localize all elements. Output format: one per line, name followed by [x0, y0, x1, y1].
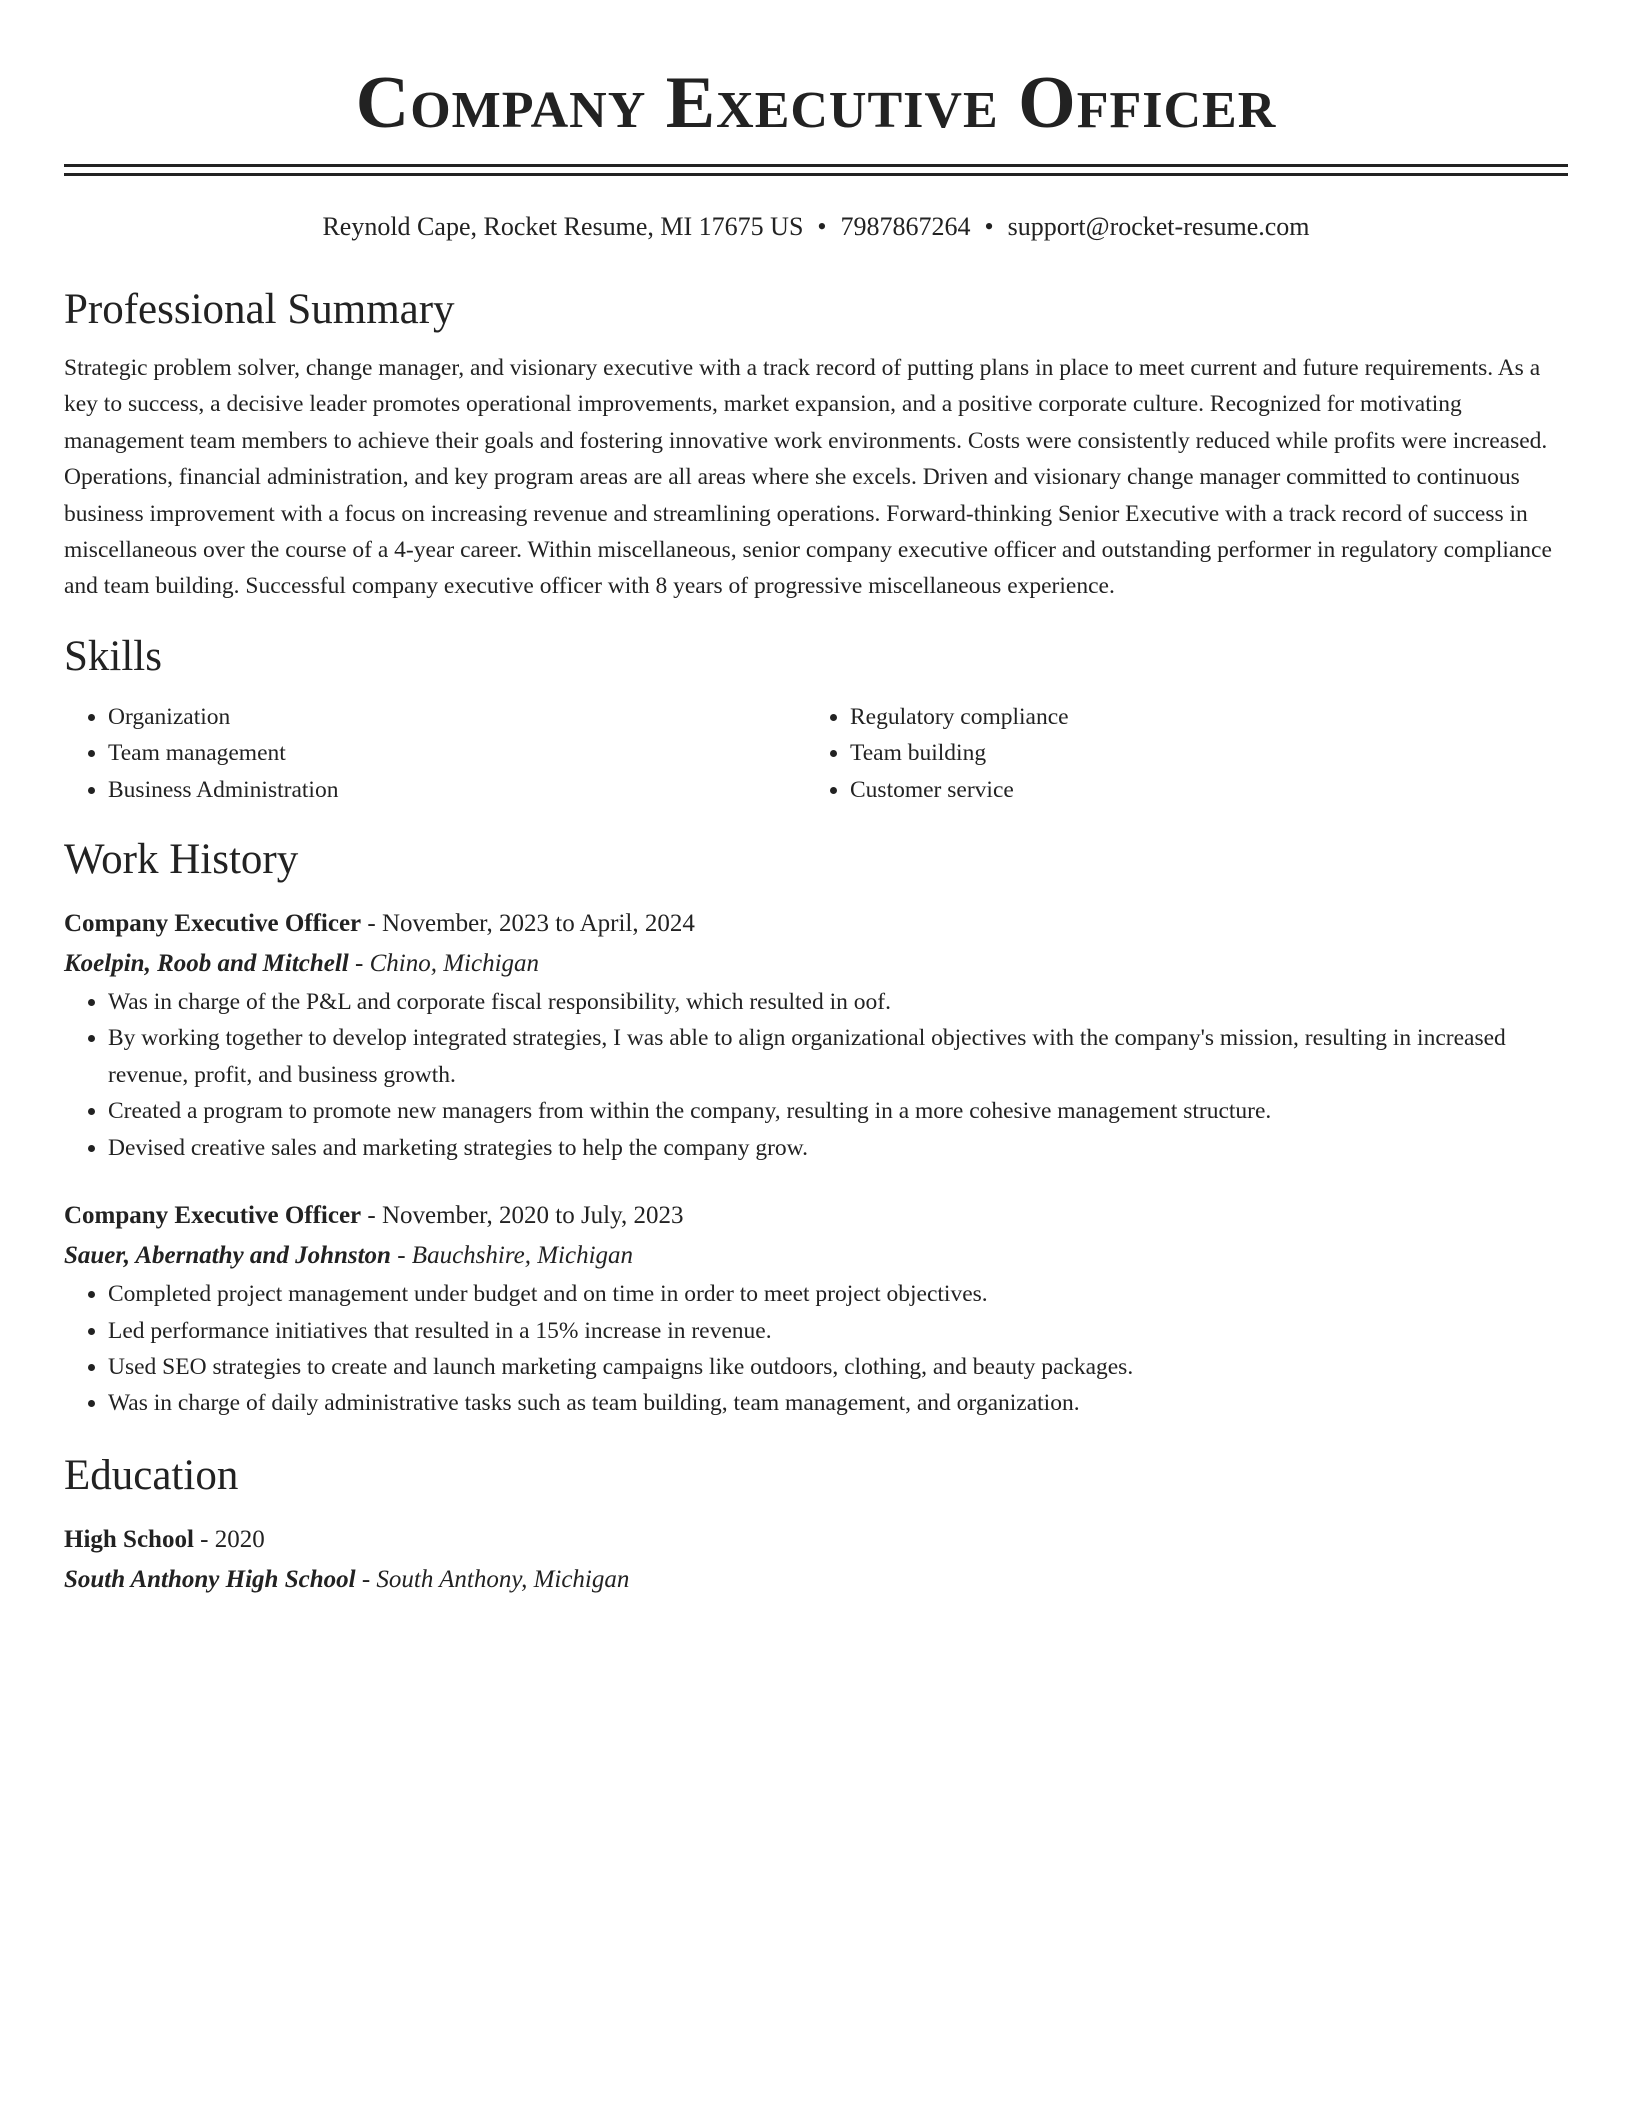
job-dates: November, 2023 to April, 2024	[381, 910, 695, 938]
job-bullet: • Was in charge of daily administrative tasks such as team building, team management, and organization.	[108, 1385, 1568, 1421]
job-bullet: • Devised creative sales and marketing strategies to help the company grow.	[108, 1130, 1568, 1166]
skill-item: • Team building	[850, 735, 1548, 771]
job-entry	[64, 904, 1568, 1166]
job-title: Company Executive Officer	[64, 1202, 362, 1230]
job-bullet: • By working together to develop integrated strategies, I was able to align organizational objectives with the company's mission, resulting in increased revenue, profit, and business growth.	[108, 1020, 1568, 1093]
job-bullets	[64, 1276, 1568, 1422]
job-bullet: • Created a program to promote new managers from within the company, resulting in a more cohesive management structure.	[108, 1093, 1568, 1129]
contact-separator: •	[984, 212, 994, 241]
job-bullet: • Completed project management under budget and on time in order to meet project objectives.	[108, 1276, 1568, 1312]
education-degree: High School	[64, 1525, 194, 1553]
education-heading: Education	[64, 1451, 239, 1499]
dash: -	[397, 1242, 406, 1270]
job-title-line	[64, 1196, 1568, 1236]
job-bullet: • Used SEO strategies to create and launch marketing campaigns like outdoors, clothing, and beauty packages.	[108, 1349, 1568, 1385]
contact-line	[64, 210, 1568, 244]
skills-column-right	[806, 699, 1548, 808]
contact-email: support@rocket-resume.com	[1007, 212, 1310, 241]
skills-column-left	[64, 699, 806, 808]
job-entry	[64, 1196, 1568, 1422]
job-location: Bauchshire, Michigan	[411, 1242, 634, 1270]
job-company: Sauer, Abernathy and Johnston	[64, 1242, 391, 1270]
summary-text: Strategic problem solver, change manager, and visionary executive with a track record of putting plans in place to meet current and future requirements. As a key to success, a decisive leader promotes operational improvements, market expansion, and a positive corporate culture. Recognized for motivating management team members to achieve their goals and fostering innovative work environments. Costs were consistently reduced while profits were increased. Operations, financial administration, and key program areas are all areas where she excels. Driven and visionary change manager committed to continuous business improvement with a focus on increasing revenue and streamlining operations. Forward-thinking Senior Executive with a track record of success in miscellaneous over the course of a 4-year career. Within miscellaneous, senior company executive officer and outstanding performer in regulatory compliance and team building. Successful company executive officer with 8 years of progressive miscellaneous experience.	[64, 355, 1552, 600]
work-history-heading: Work History	[64, 836, 299, 884]
skill-item: • Business Administration	[108, 772, 806, 808]
job-company: Koelpin, Roob and Mitchell	[64, 950, 349, 978]
skill-item: • Organization	[108, 699, 806, 735]
job-title: Company Executive Officer	[64, 910, 362, 938]
contact-separator: •	[817, 212, 827, 241]
contact-address: Reynold Cape, Rocket Resume, MI 17675 US	[322, 212, 804, 241]
resume-name: Company Executive Officer	[355, 62, 1277, 144]
education-school: South Anthony High School	[64, 1565, 356, 1593]
dash: -	[367, 910, 376, 938]
skill-item: • Customer service	[850, 772, 1548, 808]
education-location: South Anthony, Michigan	[376, 1565, 630, 1593]
contact-phone: 7987867264	[840, 212, 971, 241]
header-double-rule	[64, 164, 1568, 176]
education-degree-line	[64, 1520, 1568, 1560]
skill-item: • Regulatory compliance	[850, 699, 1548, 735]
job-company-line	[64, 944, 1568, 984]
education-school-line	[64, 1560, 1568, 1600]
resume-page	[64, 0, 1568, 1600]
skills-list	[64, 699, 1568, 808]
job-bullet: • Led performance initiatives that resulted in a 15% increase in revenue.	[108, 1313, 1568, 1349]
education-year: 2020	[214, 1525, 265, 1553]
job-dates: November, 2020 to July, 2023	[381, 1202, 684, 1230]
job-location: Chino, Michigan	[369, 950, 540, 978]
dash: -	[200, 1525, 209, 1553]
skill-item: • Team management	[108, 735, 806, 771]
job-bullet: • Was in charge of the P&L and corporate fiscal responsibility, which resulted in oof.	[108, 984, 1568, 1020]
summary-heading: Professional Summary	[64, 286, 455, 333]
skills-heading: Skills	[64, 632, 162, 680]
dash: -	[367, 1202, 376, 1230]
job-bullets	[64, 984, 1568, 1166]
job-company-line	[64, 1236, 1568, 1276]
dash: -	[355, 950, 364, 978]
job-title-line	[64, 904, 1568, 944]
dash: -	[361, 1565, 371, 1593]
